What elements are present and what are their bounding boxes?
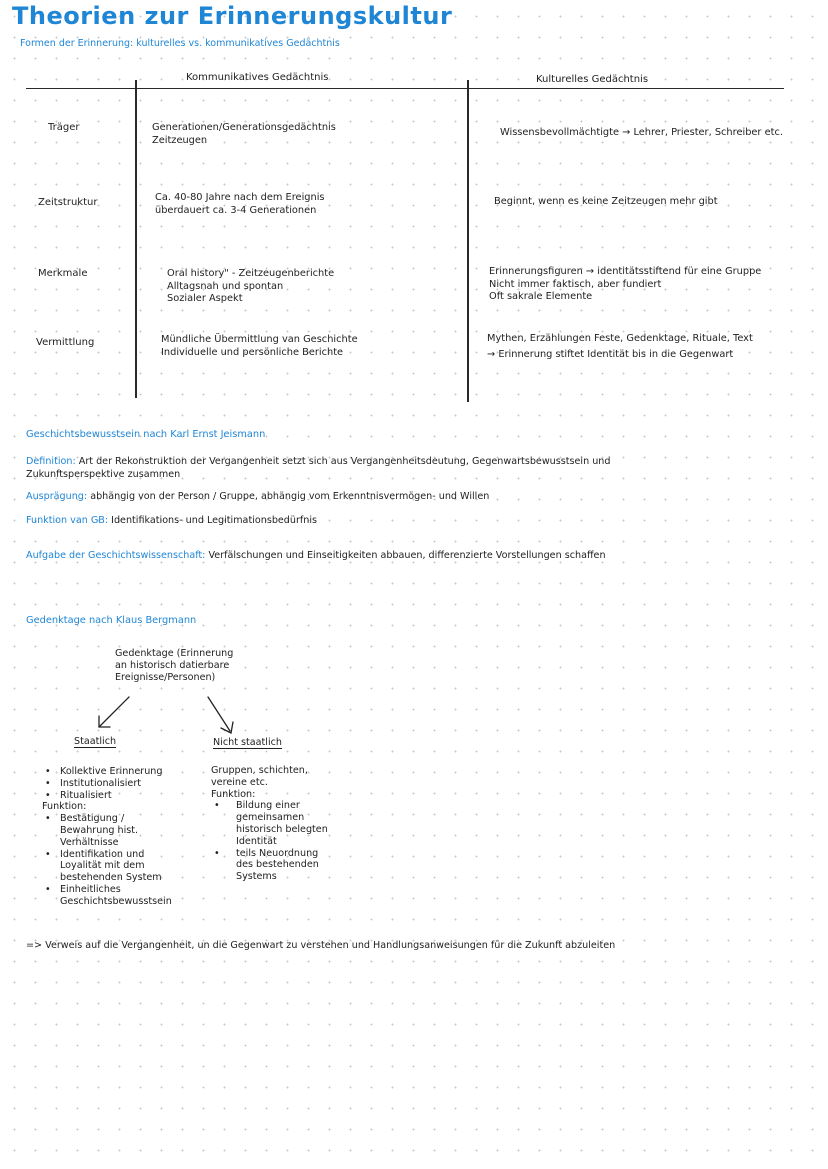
definition-text: Art der Rekonstruktion der Vergangenheit setzt sich aus Vergangenheitsdeutung, Gegenwartsbewusstsein und [75,456,611,467]
staatlich-list [42,766,172,908]
funktion-text: Identifikations- und Legitimationsbedürfnis [108,515,318,526]
header-communicative: Kommunikatives Gedächtnis [186,72,329,83]
list-item: • Einheitliches Geschichtsbewusstsein [42,884,172,908]
list-item: • Kollektive Erinnerung [42,766,172,778]
cell-traeger-cultural: Wissensbevollmächtigte → Lehrer, Priester, Schreiber etc. [500,127,783,138]
list-item: • Bestätigung / Bewahrung hist. Verhältnisse [42,813,172,848]
header-cultural: Kulturelles Gedächtnis [536,74,649,85]
row-label-merkmale: Merkmale [38,268,88,279]
funktion-key: Funktion van GB: [26,515,109,526]
conclusion: => Verweis auf die Vergangenheit, un die Gegenwart zu verstehen und Handlungsanweisungen für die Zukunft abzuleiten [26,940,616,951]
list-item: • Institutionalisiert [42,778,172,790]
aufgabe-key: Aufgabe der Geschichtswissenschaft: [26,550,206,561]
list-item: • Ritualisiert [42,790,172,802]
arrow-right-icon [208,697,233,733]
staatlich-heading: Staatlich [74,736,117,747]
nicht-staatlich-list: Gruppen, schichten, vereine etc. Funktion: • Bildung einer gemeinsamen historisch belegten Identität • teils Neuordnung des bestehenden Systems [211,765,328,883]
cell-merkmale-communicative: Oral history" - Zeitzeugenberichte Alltagsnah und spontan Sozialer Aspekt [167,268,335,304]
auspraegung-text: abhängig von der Person / Gruppe, abhängig vom Erkenntnisvermögen- und Willen [87,491,490,502]
list-item: • Identifikation und Loyalität mit dem bestehenden System [42,849,172,884]
aufgabe-text: Verfälschungen und Einseitigkeiten abbauen, differenzierte Vorstellungen schaffen [205,550,606,561]
cell-vermittlung-cultural: Mythen, Erzählungen Feste, Gedenktage, Rituale, Text → Erinnerung stiftet Identität bis in die Gegenwart [487,333,753,360]
cell-zeitstruktur-communicative: Ca. 40-80 Jahre nach dem Ereignis überdauert ca. 3-4 Generationen [155,192,325,216]
page-subtitle: Formen der Erinnerung: kulturelles vs. kommunikatives Gedächtnis [20,38,340,49]
cell-vermittlung-communicative: Mündliche Übermittlung van Geschichte Individuelle und persönliche Berichte [161,334,358,358]
cell-zeitstruktur-cultural: Beginnt, wenn es keine Zeitzeugen mehr gibt [494,196,718,207]
cell-merkmale-cultural: Erinnerungsfiguren → identitätsstiftend für eine Gruppe Nicht immer faktisch, aber fundiert Oft sakrale Elemente [489,266,762,302]
row-label-vermittlung: Vermittlung [36,337,95,348]
jeismann-heading: Geschichtsbewusstsein nach Karl Ernst Jeismann [26,429,266,440]
cell-traeger-communicative: Generationen/Generationsgedächtnis Zeitzeugen [152,122,336,146]
auspraegung-key: Ausprägung: [26,491,88,502]
definition-text-continued: Zukunftsperspektive zusammen [26,469,181,480]
list-item: • teils Neuordnung des bestehenden Systems [211,848,328,883]
nicht-staatlich-funktion-label: Funktion: [211,788,256,800]
row-label-traeger: Träger [48,122,80,133]
bergmann-heading: Gedenktage nach Klaus Bergmann [26,615,197,626]
arrow-left-icon [99,697,129,727]
page-title: Theorien zur Erinnerungskultur [12,2,453,30]
staatlich-funktion-label: Funktion: [42,801,87,813]
list-item: • Bildung einer gemeinsamen historisch belegten Identität [211,800,328,847]
definition-key: Definition: [26,456,76,467]
row-label-zeitstruktur: Zeitstruktur [38,197,98,208]
nicht-staatlich-heading: Nicht staatlich [213,737,282,748]
gedenktage-root: Gedenktage (Erinnerung an historisch datierbare Ereignisse/Personen) [115,648,234,683]
